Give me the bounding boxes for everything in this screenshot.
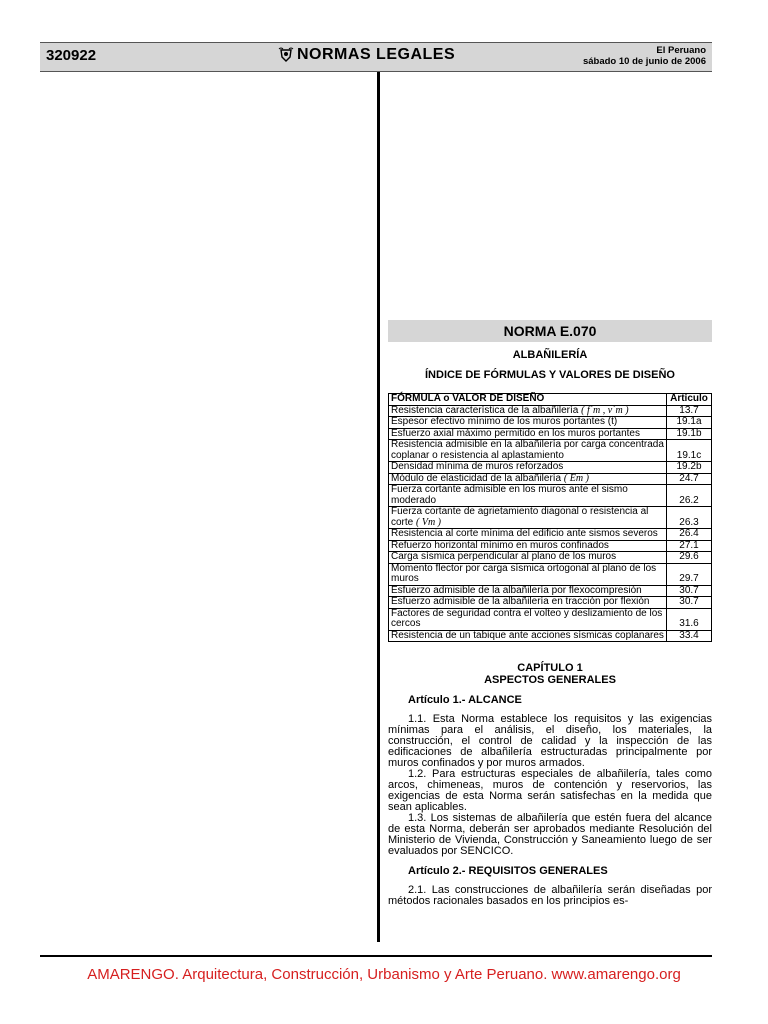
article-cell: 26.2 bbox=[667, 485, 712, 507]
formula-symbol: ( Em ) bbox=[563, 472, 589, 484]
publication-meta bbox=[583, 45, 706, 67]
article-1-paragraph-3: 1.3. Los sistemas de albañilería que estén fuera del alcance de esta Norma, deberán ser aprobados mediante Resolución del Ministerio de Vivienda, Construcción y Saneamiento luego de ser evaluados por SENCICO. bbox=[388, 812, 712, 857]
article-1-paragraph-1: 1.1. Esta Norma establece los requisitos y las exigencias mínimas para el análisis, el diseño, los materiales, la construcción, el control de calidad y la inspección de las edificaciones de albañilería estructuradas principalmente por muros confinados y por muros armados. bbox=[388, 713, 712, 769]
publication-date: sábado 10 de junio de 2006 bbox=[582, 56, 706, 67]
article-cell: 24.7 bbox=[667, 473, 712, 485]
formula-text: Módulo de elasticidad de la albañilería bbox=[391, 472, 562, 484]
footer-credit: AMARENGO. Arquitectura, Construcción, Urbanismo y Arte Peruano. www.amarengo.org bbox=[87, 966, 681, 983]
table-row bbox=[389, 507, 712, 529]
norma-subject: ALBAÑILERÍA bbox=[512, 349, 588, 361]
article-cell: 29.7 bbox=[667, 563, 712, 585]
formula-text: Esfuerzo admisible de la albañilería por flexocompresión bbox=[391, 584, 642, 596]
formula-cell bbox=[389, 485, 667, 507]
article-cell: 31.6 bbox=[667, 608, 712, 630]
formula-cell bbox=[389, 585, 667, 597]
index-title: ÍNDICE DE FÓRMULAS Y VALORES DE DISEÑO bbox=[425, 369, 675, 381]
table-row bbox=[389, 417, 712, 429]
formula-cell bbox=[389, 540, 667, 552]
formula-text: Refuerzo horizontal mínimo en muros confinados bbox=[391, 539, 609, 551]
publication-name: NORMAS LEGALES bbox=[297, 46, 456, 63]
article-cell: 27.1 bbox=[667, 540, 712, 552]
column-header-article: Artículo bbox=[667, 394, 712, 406]
article-cell: 33.4 bbox=[667, 630, 712, 642]
table-row bbox=[389, 608, 712, 630]
formula-cell bbox=[389, 529, 667, 541]
formula-cell bbox=[389, 630, 667, 642]
formula-text: Resistencia al corte mínima del edificio ante sismos severos bbox=[391, 528, 658, 539]
formula-cell bbox=[389, 473, 667, 485]
article-cell: 19.1a bbox=[667, 417, 712, 429]
article-cell: 26.3 bbox=[667, 507, 712, 529]
table-body bbox=[389, 405, 712, 642]
formula-text: Resistencia de un tabique ante acciones sísmicas coplanares bbox=[391, 629, 664, 641]
page-header bbox=[40, 42, 712, 72]
column-header-formula: FÓRMULA o VALOR DE DISEÑO bbox=[389, 394, 667, 406]
formula-cell bbox=[389, 462, 667, 474]
formula-cell bbox=[389, 597, 667, 609]
table-row bbox=[389, 552, 712, 564]
coat-of-arms-icon bbox=[278, 47, 294, 63]
norma-title: NORMA E.070 bbox=[388, 320, 712, 342]
formula-cell bbox=[389, 608, 667, 630]
right-column bbox=[388, 320, 712, 907]
table-row bbox=[389, 405, 712, 417]
formula-cell bbox=[389, 428, 667, 440]
article-cell: 29.6 bbox=[667, 552, 712, 564]
article-2-paragraph-1: 2.1. Las construcciones de albañilería serán diseñadas por métodos racionales basados en los principios es- bbox=[388, 884, 712, 907]
formula-text: Esfuerzo admisible de la albañilería en tracción por flexión bbox=[391, 596, 650, 607]
table-row bbox=[389, 585, 712, 597]
article-cell: 19.1b bbox=[667, 428, 712, 440]
page-number: 320922 bbox=[46, 47, 97, 64]
formula-text: Fuerza cortante de agrietamiento diagonal o resistencia al corte bbox=[391, 506, 649, 528]
chapter-number: CAPÍTULO 1 bbox=[517, 662, 583, 674]
article-cell: 26.4 bbox=[667, 529, 712, 541]
table-row bbox=[389, 630, 712, 642]
article-cell: 30.7 bbox=[667, 597, 712, 609]
formula-text: Densidad mínima de muros reforzados bbox=[391, 461, 564, 472]
formula-text: Fuerza cortante admisible en los muros ante el sismo moderado bbox=[391, 484, 628, 506]
formula-text: Momento flector por carga sísmica ortogonal al plano de los muros bbox=[391, 562, 657, 584]
formula-cell bbox=[389, 417, 667, 429]
formula-text: Resistencia admisible en la albañilería por carga concentrada coplanar o resistencia al aplastamiento bbox=[391, 439, 664, 461]
article-cell: 30.7 bbox=[667, 585, 712, 597]
chapter-heading bbox=[388, 662, 712, 686]
formula-text: Esfuerzo axial máximo permitido en los muros portantes bbox=[391, 427, 640, 439]
table-row bbox=[389, 440, 712, 462]
formula-symbol: ( f´m , v´m ) bbox=[581, 404, 629, 416]
formula-cell bbox=[389, 440, 667, 462]
formula-cell bbox=[389, 405, 667, 417]
table-row bbox=[389, 529, 712, 541]
formula-text: Espesor efectivo mínimo de los muros portantes (t) bbox=[391, 416, 618, 427]
article-cell: 19.2b bbox=[667, 462, 712, 474]
table-row bbox=[389, 597, 712, 609]
article-1-paragraph-2: 1.2. Para estructuras especiales de albañilería, tales como arcos, chimeneas, muros de contención y reservorios, las exigencias de esta Norma serán satisfechas en la medida que sean aplicables. bbox=[388, 768, 712, 813]
formula-cell bbox=[389, 507, 667, 529]
table-row bbox=[389, 540, 712, 552]
formula-text: Carga sísmica perpendicular al plano de los muros bbox=[391, 551, 617, 562]
table-row bbox=[389, 485, 712, 507]
formula-text: Factores de seguridad contra el volteo y deslizamiento de los cercos bbox=[391, 607, 663, 629]
newspaper-name: El Peruano bbox=[656, 45, 706, 56]
formula-index-table bbox=[388, 393, 712, 642]
formula-cell bbox=[389, 552, 667, 564]
table-row bbox=[389, 563, 712, 585]
table-row bbox=[389, 473, 712, 485]
publication-title bbox=[278, 46, 455, 64]
article-cell: 13.7 bbox=[667, 405, 712, 417]
column-divider bbox=[377, 72, 380, 942]
article-cell: 19.1c bbox=[667, 440, 712, 462]
table-row bbox=[389, 462, 712, 474]
article-1-title: Artículo 1.- ALCANCE bbox=[408, 694, 522, 706]
formula-text: Resistencia característica de la albañilería bbox=[391, 404, 579, 416]
formula-cell bbox=[389, 563, 667, 585]
formula-symbol: ( Vm ) bbox=[416, 516, 442, 528]
footer-divider bbox=[40, 955, 712, 957]
table-row bbox=[389, 428, 712, 440]
article-2-title: Artículo 2.- REQUISITOS GENERALES bbox=[408, 865, 608, 877]
table-header-row bbox=[389, 394, 712, 406]
chapter-title: ASPECTOS GENERALES bbox=[484, 674, 616, 686]
